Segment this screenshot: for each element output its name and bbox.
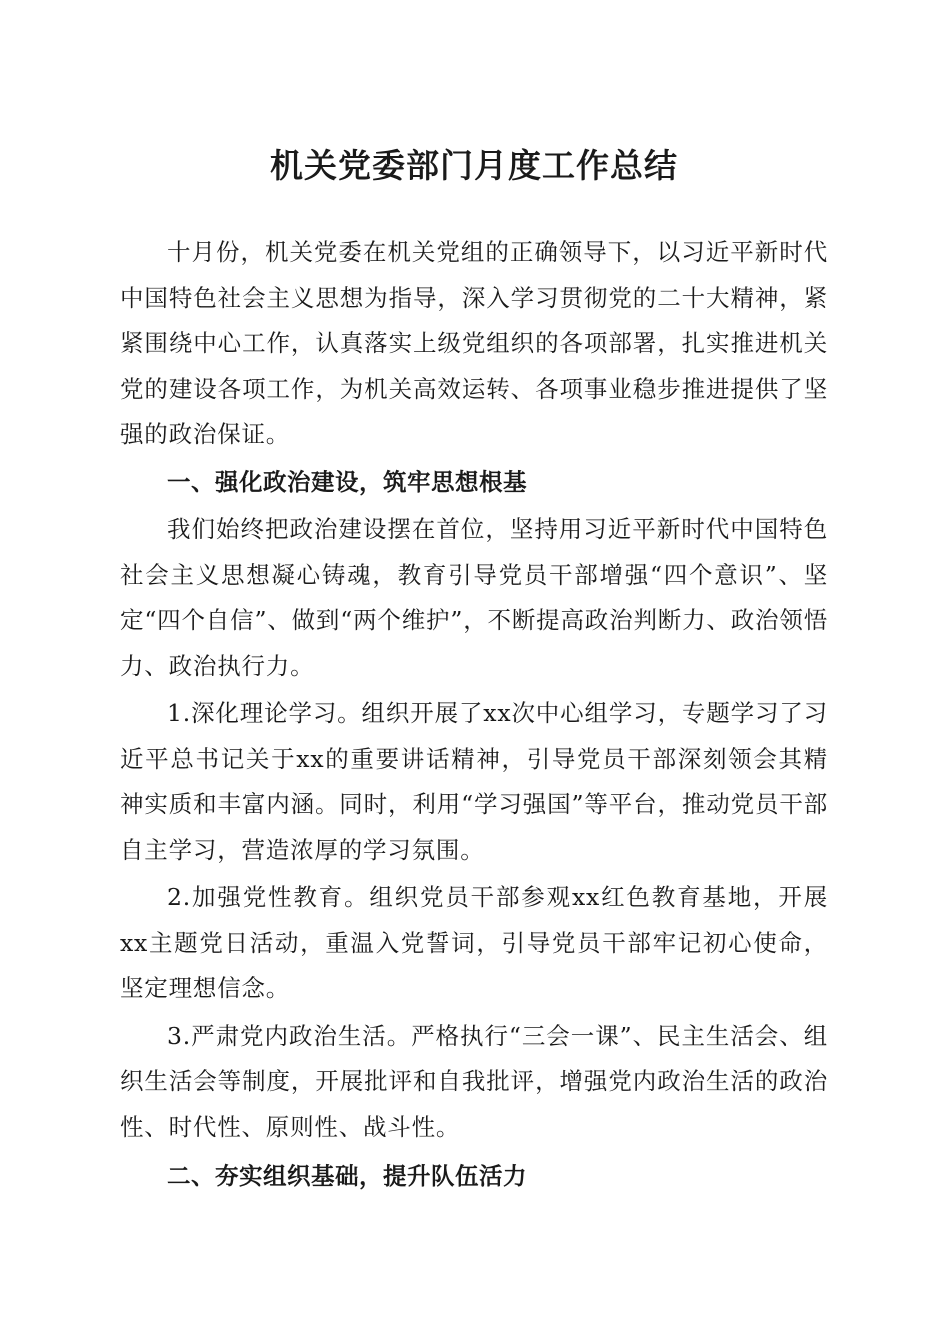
section-1-item-1: 1.深化理论学习。组织开展了xx次中心组学习，专题学习了习近平总书记关于xx的重要讲话精神，引导党员干部深刻领会其精神实质和丰富内涵。同时，利用“学习强国”等平台，推动党员干部自主学习，营造浓厚的学习氛围。 <box>120 699 828 864</box>
document-body <box>120 230 828 1200</box>
intro-paragraph: 十月份，机关党委在机关党组的正确领导下，以习近平新时代中国特色社会主义思想为指导，深入学习贯彻党的二十大精神，紧紧围绕中心工作，认真落实上级党组织的各项部署，扎实推进机关党的建设各项工作，为机关高效运转、各项事业稳步推进提供了坚强的政治保证。 <box>120 238 828 448</box>
document-title: 机关党委部门月度工作总结 <box>270 146 678 185</box>
section-2-heading: 二、夯实组织基础，提升队伍活力 <box>167 1162 527 1190</box>
section-1-item-3: 3.严肃党内政治生活。严格执行“三会一课”、民主生活会、组织生活会等制度，开展批评和自我批评，增强党内政治生活的政治性、时代性、原则性、战斗性。 <box>120 1021 828 1141</box>
section-1-heading: 一、强化政治建设，筑牢思想根基 <box>167 467 527 496</box>
section-1-lead-paragraph: 我们始终把政治建设摆在首位，坚持用习近平新时代中国特色社会主义思想凝心铸魂，教育引导党员干部增强“四个意识”、坚定“四个自信”、做到“两个维护”，不断提高政治判断力、政治领悟力、政治执行力。 <box>120 515 828 680</box>
section-1-item-2: 2.加强党性教育。组织党员干部参观xx红色教育基地，开展xx主题党日活动，重温入党誓词，引导党员干部牢记初心使命，坚定理想信念。 <box>120 883 828 1002</box>
